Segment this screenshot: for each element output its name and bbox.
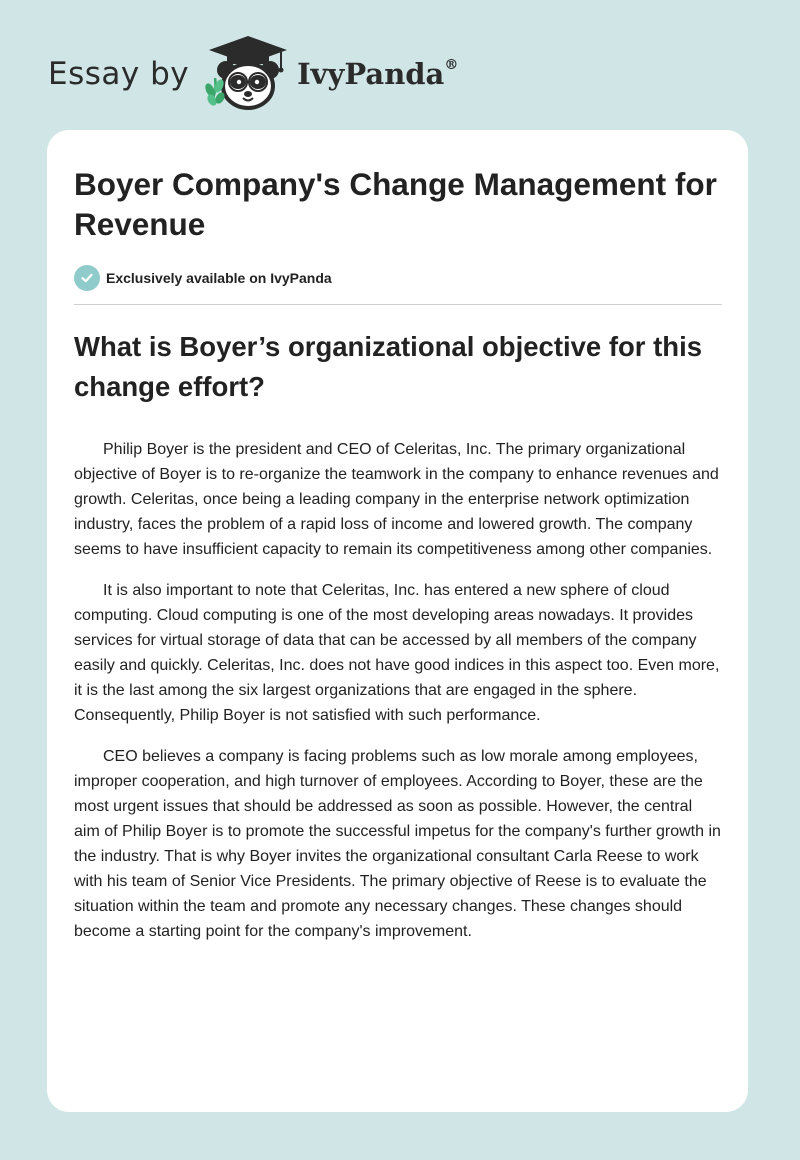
paragraph: CEO believes a company is facing problems such as low morale among employees, improper cooperation, and high turnover of employees. According to Boyer, these are the most urgent issues that should be addressed as soon as possible. However, the central aim of Philip Boyer is to promote the successful impetus for the company's further growth in the industry. That is why Boyer invites the organizational consultant Carla Reese to work with his team of Senior Vice Presidents. The primary objective of Reese is to evaluate the situation within the team and promote any necessary changes. These changes should become a starting point for the company's improvement.: [74, 748, 721, 940]
panda-graduate-logo-icon: [203, 34, 293, 114]
exclusive-badge-label: Exclusively available on IvyPanda: [106, 270, 332, 286]
brand-prefix: Essay by: [48, 55, 190, 92]
essay-title: Boyer Company's Change Management for Revenue: [74, 166, 717, 242]
essay-card: [47, 130, 748, 1112]
paragraph: Philip Boyer is the president and CEO of Celeritas, Inc. The primary organizational objective of Boyer is to re-organize the teamwork in the company to enhance revenues and growth. Celeritas, once being a leading company in the enterprise network optimization industry, faces the problem of a rapid loss of income and lowered growth. The company seems to have insufficient capacity to remain its competitiveness among other companies.: [74, 441, 719, 558]
registered-mark: ®: [444, 56, 459, 73]
divider: [74, 304, 722, 305]
brand-name: IvyPanda®: [297, 56, 459, 91]
section-heading: What is Boyer’s organizational objective for this change effort?: [74, 331, 703, 402]
paragraph: It is also important to note that Celeritas, Inc. has entered a new sphere of cloud computing. Cloud computing is one of the most developing areas nowadays. It provides services for virtual storage of data that can be accessed by all members of the company easily and quickly. Celeritas, Inc. does not have good indices in this aspect too. Even more, it is the last among the six largest organizations that are engaged in the sphere. Consequently, Philip Boyer is not satisfied with such performance.: [74, 582, 720, 724]
exclusive-badge: [74, 264, 722, 292]
brand-header: [48, 34, 458, 114]
check-circle-icon: [74, 265, 100, 291]
